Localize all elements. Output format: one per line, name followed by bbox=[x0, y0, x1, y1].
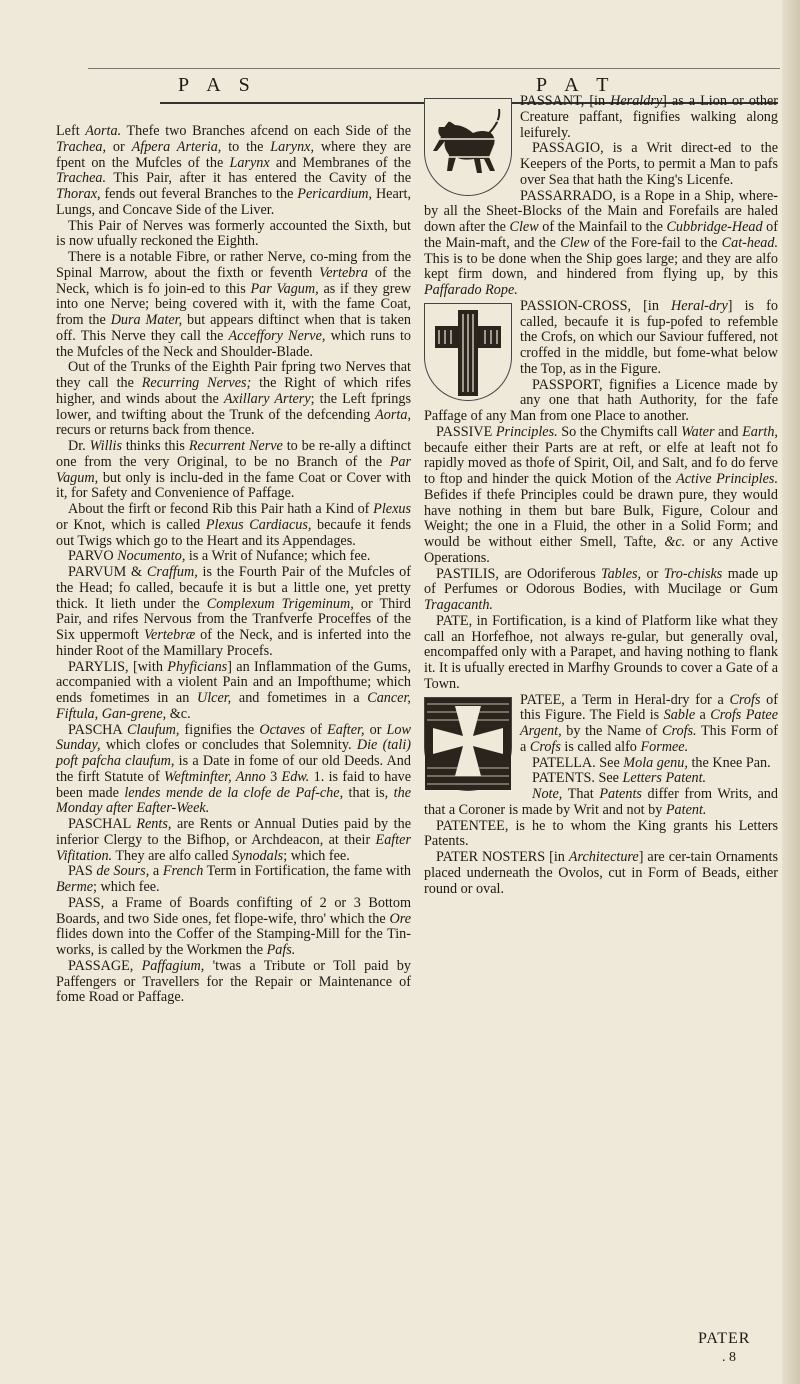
top-rule bbox=[88, 68, 780, 69]
right_column-entry bbox=[424, 567, 778, 614]
text-run: 'twas a Tribute or Toll paid by Paffengers or Travellers for the Repair or Maintenance of fome Road or Paffage. bbox=[56, 957, 411, 1006]
right_column-entry bbox=[424, 425, 778, 567]
text-run: PASSAGE, bbox=[68, 957, 142, 974]
text-run: 3 bbox=[265, 768, 282, 785]
text-run: or bbox=[106, 138, 132, 155]
italic-text: Aorta. bbox=[85, 123, 122, 139]
italic-text: Thorax, bbox=[56, 186, 101, 202]
italic-text: Recurring Nerves; bbox=[141, 375, 252, 391]
text-run: and Membranes of the bbox=[269, 154, 411, 171]
text-run: is called alfo bbox=[560, 738, 641, 755]
text-run: About the firft or fecond Rib this Pair hath a Kind of bbox=[68, 501, 374, 517]
italic-text: Water bbox=[681, 423, 715, 440]
italic-text: Die (tali) poft pafcha claufum, bbox=[56, 737, 411, 769]
left_column-entry bbox=[56, 565, 411, 660]
text-run: or any Active Operations. bbox=[424, 534, 778, 566]
right_column-entry bbox=[424, 693, 778, 756]
italic-text: Larynx bbox=[229, 154, 270, 171]
text-run: PATE, in Fortification, is a kind of Platform like what they call an Horfefhoe, not always re-gular, but generally oval, encompaffed only with a Parapet, and having nothing to flank it. It is ufually erected in Marfhy Grounds to cover a Gate of a Town. bbox=[424, 612, 778, 692]
right_column-entry bbox=[424, 787, 778, 819]
italic-text: Clew bbox=[509, 219, 539, 235]
text-run: are Rents or Annual Duties paid by the inferior Clergy to the Bifhop, or Archdeacon, at their bbox=[56, 816, 411, 848]
italic-text: the Monday after Eafter-Week. bbox=[56, 784, 411, 817]
text-run: This Pair of Nerves was formerly accounted the Sixth, but is now ufually reckoned the Eighth. bbox=[56, 217, 411, 250]
text-run: This Form of a bbox=[520, 723, 778, 755]
catchword: PATER bbox=[698, 1330, 751, 1347]
text-run: of the Fore-fail to the bbox=[589, 234, 722, 251]
italic-text: Edw. bbox=[281, 768, 310, 785]
text-run: is a Writ of Nufance; which fee. bbox=[185, 548, 371, 565]
italic-text: Vertebra bbox=[319, 264, 368, 281]
italic-text: Active Principles. bbox=[676, 471, 778, 487]
running-head-left: P A S bbox=[178, 74, 257, 96]
text-run: is a Date in fome of our old Deeds. And the firft Statute of bbox=[56, 753, 411, 785]
text-run: PASSARRADO, is a Rope in a Ship, where-by all the Sheet-Blocks of the Main and Forefails are haled down after the bbox=[424, 187, 778, 235]
text-run: a bbox=[695, 707, 711, 724]
italic-text: Heral-dry bbox=[671, 297, 728, 314]
text-run: and fometimes in a bbox=[231, 690, 368, 706]
left_column-entry bbox=[56, 723, 411, 818]
italic-text: Ore bbox=[389, 910, 411, 927]
text-run: of the Main-maft, and the bbox=[424, 219, 778, 251]
italic-text: Principles. bbox=[495, 423, 558, 440]
italic-text: Vertebræ bbox=[143, 627, 196, 643]
right_column-entry bbox=[424, 299, 778, 378]
italic-text: Paffagium, bbox=[141, 957, 205, 974]
italic-text: Pericardium, bbox=[297, 186, 373, 202]
right_column-entry bbox=[424, 819, 778, 851]
italic-text: Crofs Patee Argent, bbox=[520, 707, 779, 739]
text-run: flides down into the Coffer of the Stamping-Mill for the Tin-works, is called by the Workmen the bbox=[56, 926, 411, 958]
italic-text: Tragacanth. bbox=[424, 597, 493, 613]
italic-text: Par Vagum, bbox=[56, 453, 411, 486]
italic-text: French bbox=[162, 863, 204, 880]
left_column-entry bbox=[56, 549, 411, 565]
text-run: Out of the Trunks of the Eighth Pair fpring two Nerves that they call the bbox=[56, 359, 411, 391]
italic-text: Trachea, bbox=[56, 138, 107, 155]
text-run: Heart, Lungs, and Concave Side of the Liver. bbox=[56, 186, 411, 218]
text-run: ; which fee. bbox=[93, 879, 160, 895]
text-run: the Knee Pan. bbox=[687, 754, 771, 771]
text-run: as if they grew into one Nerve; being covered with it, with the fame Coat, from the bbox=[56, 280, 411, 328]
text-run: made up of Perfumes or Odorous Bodies, with Mucilage or Gum bbox=[424, 565, 778, 598]
text-run: that is, bbox=[343, 784, 394, 801]
text-run: where they are fpent on the Mufcles of the bbox=[56, 138, 411, 171]
text-run: PATEE, a Term in Heral-dry for a bbox=[520, 691, 730, 708]
left_column-entry bbox=[56, 864, 411, 896]
left_column-entry bbox=[56, 124, 411, 219]
left_column-entry bbox=[56, 250, 411, 360]
italic-text: Crofs. bbox=[662, 723, 697, 739]
text-run: So the Chymifts call bbox=[557, 423, 682, 440]
text-run: PASCHA bbox=[68, 721, 127, 738]
text-run: ] an Inflammation of the Gums, accompanied with a violent Pain and an Impofthume; which ends fometimes in an bbox=[56, 658, 411, 706]
left_column-entry bbox=[56, 219, 411, 251]
italic-text: Earth, bbox=[742, 423, 778, 440]
italic-text: Afpera Arteria, bbox=[131, 138, 222, 155]
text-run: PASSANT, [in bbox=[520, 93, 611, 109]
text-run: of the Neck, and is inferted into the hinder Root of the Mamillary Procefs. bbox=[56, 627, 411, 659]
running-head-right: P A T bbox=[536, 74, 616, 96]
italic-text: Clew bbox=[560, 234, 590, 251]
text-run: That bbox=[562, 786, 600, 802]
text-run: thinks this bbox=[121, 438, 189, 454]
signature-mark: . 8 bbox=[722, 1350, 736, 1365]
italic-text: Patents bbox=[599, 786, 642, 802]
text-run: of the Mainfail to the bbox=[538, 219, 667, 235]
text-run: PAS bbox=[68, 863, 97, 880]
italic-text: Eafter, bbox=[327, 721, 365, 738]
text-run: &c. bbox=[166, 705, 191, 722]
text-run: by the Name of bbox=[561, 723, 663, 739]
text-run: This Pair, after it has entered the Cavity of the bbox=[106, 170, 411, 187]
text-run: PASSION-CROSS, [in bbox=[520, 297, 672, 314]
text-run: PASSIVE bbox=[436, 423, 496, 440]
passant-lion-figure bbox=[424, 98, 512, 196]
text-run: of bbox=[305, 721, 328, 738]
text-run: ] as a Lion or other Creature paffant, fignifies walking along leifurely. bbox=[520, 93, 778, 141]
text-run: Thefe two Branches afcend on each Side of the bbox=[121, 123, 411, 139]
text-run: and bbox=[714, 423, 743, 440]
italic-text: de Sours, bbox=[96, 863, 150, 880]
text-run: PASS, a Frame of Boards confifting of 2 or 3 Bottom Boards, and two Side ones, fet flope-wife, thro' which the bbox=[56, 894, 411, 927]
italic-text: Architecture bbox=[568, 849, 639, 865]
italic-text: Letters Patent. bbox=[622, 770, 707, 787]
left_column-entry bbox=[56, 439, 411, 502]
text-run: PASSPORT, fignifies a Licence made by any one that hath Authority, for the fafe Paffage of any Man from one Place to another. bbox=[424, 376, 778, 424]
text-run: which clofes or concludes that Solemnity. bbox=[100, 737, 357, 754]
cross-patee-figure bbox=[424, 697, 512, 791]
italic-text: Berme bbox=[56, 879, 94, 895]
italic-text: Plexus bbox=[373, 501, 411, 517]
italic-text: Dura Mater, bbox=[110, 312, 183, 328]
italic-text: Paffarado Rope. bbox=[424, 282, 518, 298]
italic-text: Low Sunday, bbox=[56, 721, 411, 754]
italic-text: Weftminfter, Anno bbox=[164, 768, 266, 785]
text-run: Term in Fortification, the fame with bbox=[203, 863, 411, 880]
text-run: There is a notable Fibre, or rather Nerve, co-ming from the Spinal Marrow, about the fixth or feventh bbox=[56, 249, 411, 281]
right_column-entry bbox=[424, 614, 778, 693]
text-run: 1. is faid to have been made bbox=[56, 768, 412, 801]
italic-text: Cubbridge-Head bbox=[666, 219, 763, 235]
text-run: differ from Writs, and that a Coroner is made by Writ and not by bbox=[424, 786, 778, 818]
text-run: They are alfo called bbox=[112, 847, 232, 864]
text-run: fignifies the bbox=[179, 721, 260, 738]
text-run: ] are cer-tain Ornaments placed underneath the Ovolos, cut in Form of Beads, either round or oval. bbox=[424, 849, 778, 897]
text-run: which runs to the Mufcles of the Neck and Shoulder-Blade. bbox=[56, 327, 411, 360]
text-run: PASTILIS, are Odoriferous bbox=[436, 565, 601, 582]
text-run: becaufe either their Parts are at reft, or elfe at leaft not fo rapidly moved as thofe of Spirit, Oil, and Salt, and fo do ferve to ftop and hinder the quick Motion of the bbox=[424, 439, 778, 487]
italic-text: Cancer, Fiftula, Gan-grene, bbox=[56, 690, 411, 722]
text-run: ; the Left fprings lower, and twifting about the Trunk of the defcending bbox=[56, 390, 411, 423]
italic-text: Larynx, bbox=[270, 138, 315, 155]
text-run: of this Figure. The Field is bbox=[520, 691, 778, 724]
italic-text: Phyficians bbox=[167, 658, 228, 675]
text-run: PATER NOSTERS [in bbox=[436, 849, 569, 865]
right_column-entry bbox=[424, 94, 778, 141]
text-run: becaufe it fends out Twigs which go to the Heart and its Appendages. bbox=[56, 516, 411, 549]
italic-text: Trachea. bbox=[56, 170, 107, 187]
text-run: PARVO bbox=[68, 548, 118, 565]
italic-text: Craffum, bbox=[146, 564, 198, 580]
italic-text: Crofs bbox=[529, 738, 561, 755]
italic-text: Par Vagum, bbox=[250, 280, 319, 297]
left_column-entry bbox=[56, 817, 411, 864]
italic-text: Claufum, bbox=[127, 721, 180, 738]
italic-text: Patent. bbox=[665, 801, 707, 818]
right-column bbox=[424, 94, 778, 897]
italic-text: Octaves bbox=[259, 721, 306, 738]
left_column-entry bbox=[56, 896, 411, 959]
text-run: or bbox=[364, 721, 387, 738]
italic-text: Tro-chisks bbox=[663, 565, 723, 582]
italic-text: Synodals bbox=[231, 847, 284, 864]
right_column-entry bbox=[424, 850, 778, 897]
italic-text: Sable bbox=[663, 707, 696, 724]
italic-text: Formee. bbox=[640, 738, 689, 755]
text-run: fends out feveral Branches to the bbox=[100, 186, 298, 202]
italic-text: Cat-head. bbox=[721, 234, 779, 251]
text-run: ] is fo called, becaufe it is fup-pofed to refemble the Crofs, on which our Saviour fuffered, not croffed in the middle, but fome-what below the Top, as in the Figure. bbox=[520, 297, 778, 377]
text-run: but only is inclu-ded in the fame Coat or Cover with it, for Safety and Convenience of Paffage. bbox=[56, 469, 411, 502]
italic-text: Eafter Vifitation. bbox=[56, 831, 411, 864]
italic-text: Nocumento, bbox=[117, 548, 186, 565]
italic-text: Ulcer, bbox=[196, 690, 232, 706]
italic-text: Plexus Cardiacus, bbox=[205, 516, 312, 533]
italic-text: lendes mende de la clofe de Paf-che, bbox=[124, 784, 344, 801]
italic-text: Aorta, bbox=[375, 406, 411, 423]
text-run: to be re-ally a diftinct one from the very Original, to be no Branch of the bbox=[56, 438, 412, 470]
text-run: or bbox=[641, 565, 664, 582]
text-run: Dr. bbox=[68, 438, 90, 454]
left_column-entry bbox=[56, 959, 411, 1006]
italic-text: Pafs. bbox=[266, 942, 296, 958]
text-run: PATELLA. See bbox=[532, 754, 624, 771]
text-run: the Right of which rifes higher, and winds about the bbox=[56, 375, 411, 407]
text-run: or Third Pair, and rifes Nervous from the Tranfverfe Proceffes of the Six uppermoft bbox=[56, 595, 412, 643]
text-run: is the Fourth Pair of the Mufcles of the Head; fo called, becaufe it is but a little one, yet pretty thick. It lieth under the bbox=[56, 564, 411, 612]
text-run: PASSAGIO, is a Writ direct-ed to the Keepers of the Ports, to permit a Man to pafs over Sea that hath the King's Licenfe. bbox=[520, 140, 778, 188]
text-run: PASCHAL bbox=[68, 816, 137, 832]
text-run: a bbox=[149, 863, 163, 880]
text-run: but appears diftinct when that is taken off. This Nerve they call the bbox=[56, 312, 411, 344]
text-run: PARYLIS, [with bbox=[68, 658, 168, 675]
italic-text: Heraldry bbox=[610, 93, 663, 109]
text-run: Left bbox=[56, 123, 86, 139]
italic-text: &c. bbox=[664, 534, 686, 550]
italic-text: Note, bbox=[532, 786, 563, 802]
text-run: to the bbox=[221, 138, 271, 155]
italic-text: Mola genu, bbox=[623, 754, 688, 771]
text-run: recurs or returns back from thence. bbox=[56, 422, 255, 439]
text-run: PARVUM & bbox=[68, 564, 147, 580]
text-run: of the Neck, which is fo join-ed to this bbox=[56, 264, 411, 297]
text-run: PATENTEE, is he to whom the King grants his Letters Patents. bbox=[424, 817, 778, 850]
text-run: Befides if thefe Principles could be drawn pure, they would have nothing in them but bare Bulk, Figure, Colour and Weight; the one in a Fluid, the other in a Solid Form; and would be without either Smell, Tafte, bbox=[424, 486, 778, 550]
text-run: This is to be done when the Ship goes large; and they are alfo kept firm down, and hindered from flying up, by this bbox=[424, 250, 778, 283]
italic-text: Complexum Trigeminum, bbox=[206, 595, 354, 612]
left_column-entry bbox=[56, 660, 411, 723]
italic-text: Acceffory Nerve, bbox=[228, 327, 326, 344]
passion-cross-figure bbox=[424, 303, 512, 401]
italic-text: Axillary Artery bbox=[223, 390, 311, 407]
text-run: or Knot, which is called bbox=[56, 516, 206, 533]
italic-text: Willis bbox=[89, 438, 122, 454]
italic-text: Rents, bbox=[136, 816, 172, 832]
text-run: PATENTS. See bbox=[532, 770, 623, 787]
left_column-entry bbox=[56, 502, 411, 549]
left-column bbox=[56, 124, 411, 1006]
italic-text: Recurrent Nerve bbox=[188, 438, 283, 454]
right_column-entry bbox=[424, 189, 778, 299]
text-run: ; which fee. bbox=[283, 847, 350, 864]
italic-text: Crofs bbox=[729, 691, 761, 708]
page-edge bbox=[782, 0, 800, 1384]
left_column-entry bbox=[56, 360, 411, 439]
italic-text: Tables, bbox=[601, 565, 642, 582]
